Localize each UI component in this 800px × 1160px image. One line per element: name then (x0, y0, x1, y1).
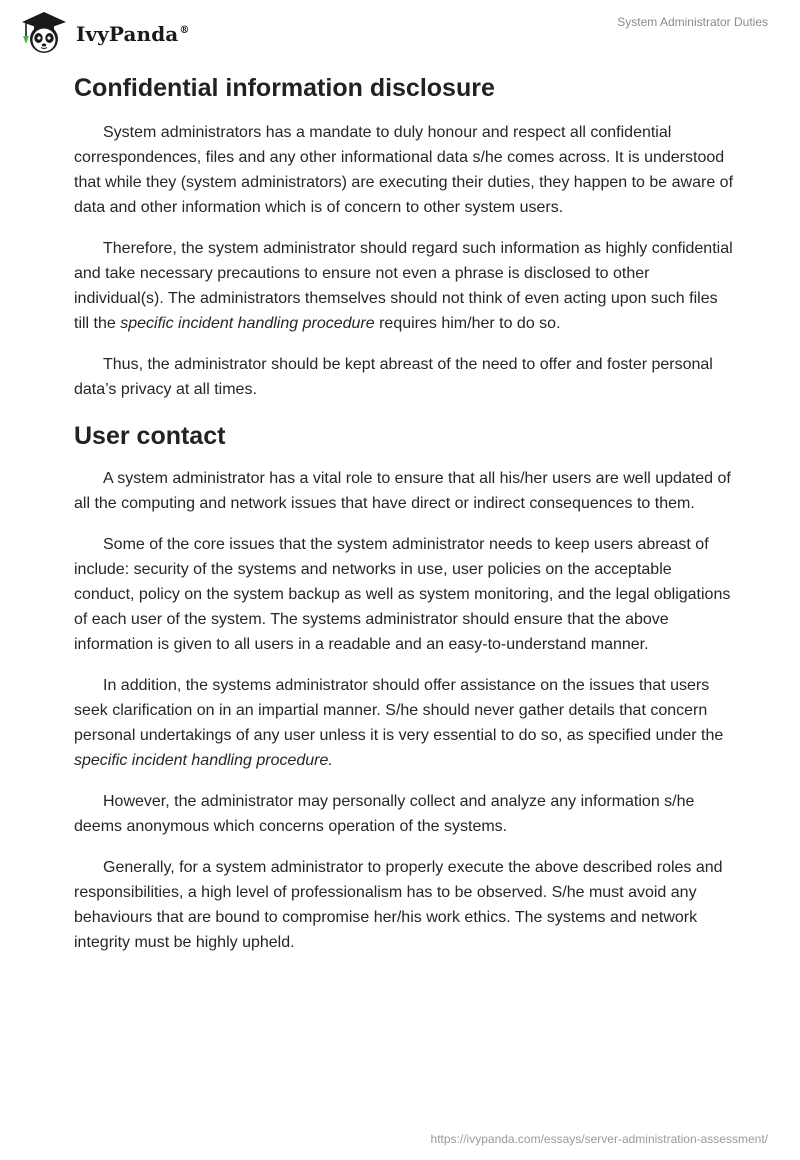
paragraph: However, the administrator may personally collect and analyze any information s/he deems anonymous which concerns operation of the systems. (74, 793, 695, 835)
paragraph: A system administrator has a vital role to ensure that all his/her users are well updated of all the computing and network issues that have direct or indirect consequences to them. (74, 470, 731, 512)
paragraph: In addition, the systems administrator should offer assistance on the issues that users seek clarification on in an impartial manner. S/he should never gather details that concern personal undertakings of any user unless it is very essential to do so, as specified under the specific incident handling procedure. (74, 677, 724, 769)
section-heading: User contact (74, 422, 226, 450)
document-title: System Administrator Duties (617, 15, 768, 29)
section-heading: Confidential information disclosure (74, 74, 495, 102)
paragraph: Generally, for a system administrator to properly execute the above described roles and responsibilities, a high level of professionalism has to be observed. S/he must avoid any behaviours that are bound to compromise her/his work ethics. The systems and network integrity must be highly upheld. (74, 859, 723, 951)
page-header (0, 0, 800, 60)
section-user-contact (74, 418, 734, 955)
logo-wordmark: IvyPanda® (76, 21, 190, 46)
section-confidential-information (74, 70, 734, 402)
source-url[interactable]: https://ivypanda.com/essays/server-administration-assessment/ (430, 1132, 768, 1146)
paragraph: Therefore, the system administrator should regard such information as highly confidential and take necessary precautions to ensure not even a phrase is disclosed to other individual(s). The administrators themselves should not think of even acting upon such files till the specific incident handling procedure requires him/her to do so. (74, 240, 733, 332)
paragraph: Some of the core issues that the system administrator needs to keep users abreast of include: security of the systems and networks in use, user policies on the acceptable conduct, policy on the system backup as well as system monitoring, and the legal obligations of each user of the system. The systems administrator should ensure that the above information is given to all users in a readable and an easy-to-understand manner. (74, 536, 731, 653)
emphasized-phrase: specific incident handling procedure. (74, 752, 333, 769)
article-body (74, 70, 734, 971)
ivypanda-logo[interactable] (14, 8, 189, 56)
emphasized-phrase: specific incident handling procedure (120, 315, 375, 332)
paragraph: Thus, the administrator should be kept abreast of the need to offer and foster personal data’s privacy at all times. (74, 356, 713, 398)
paragraph: System administrators has a mandate to duly honour and respect all confidential correspondences, files and any other informational data s/he comes across. It is understood that while they (system administrators) are executing their duties, they happen to be aware of data and other information which is of concern to other system users. (74, 124, 734, 216)
panda-graduation-icon (14, 8, 74, 56)
